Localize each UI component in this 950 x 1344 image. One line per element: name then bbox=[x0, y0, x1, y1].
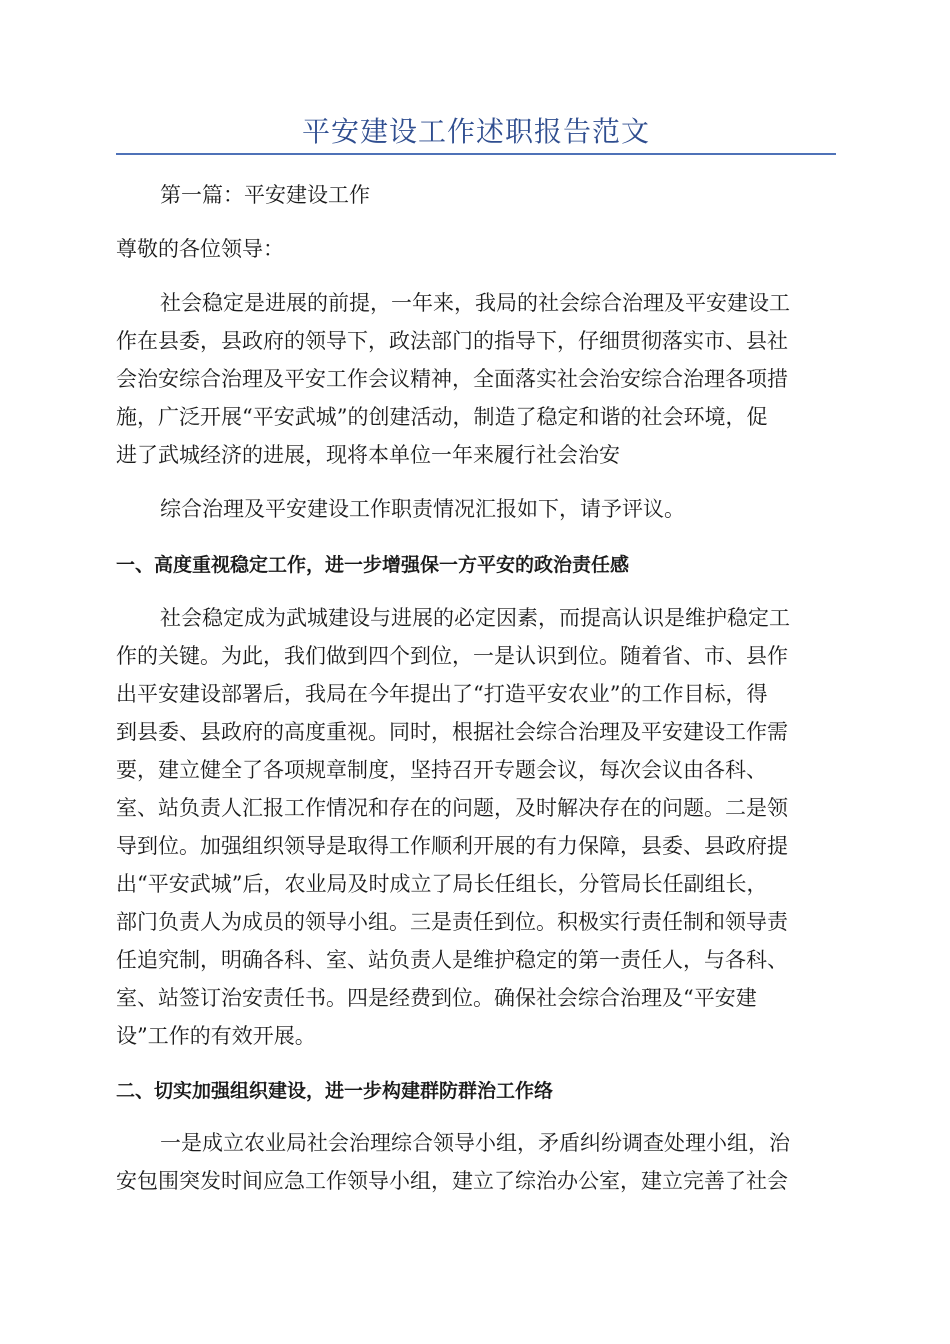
section-heading-1: 一、高度重视稳定工作，进一步增强保一方平安的政治责任感 bbox=[116, 554, 630, 576]
paragraph-line: 设”工作的有效开展。 bbox=[116, 1024, 316, 1048]
paragraph-line: 出平安建设部署后，我局在今年提出了“打造平安农业”的工作目标，得 bbox=[116, 682, 768, 706]
paragraph-line: 出“平安武城”后，农业局及时成立了局长任组长，分管局长任副组长， bbox=[116, 872, 768, 896]
paragraph-line: 进了武城经济的进展，现将本单位一年来履行社会治安 bbox=[116, 443, 620, 467]
paragraph-line: 要，建立健全了各项规章制度，坚持召开专题会议，每次会议由各科、 bbox=[116, 758, 767, 782]
paragraph-line: 作在县委，县政府的领导下，政法部门的指导下，仔细贯彻落实市、县社 bbox=[116, 329, 788, 353]
paragraph-line: 室、站负责人汇报工作情况和存在的问题，及时解决存在的问题。二是领 bbox=[116, 796, 788, 820]
paragraph-line: 任追究制，明确各科、室、站负责人是维护稳定的第一责任人，与各科、 bbox=[116, 948, 788, 972]
paragraph-line: 导到位。加强组织领导是取得工作顺利开展的有力保障，县委、县政府提 bbox=[116, 834, 788, 858]
section-heading-2: 二、切实加强组织建设，进一步构建群防群治工作络 bbox=[116, 1080, 554, 1102]
section-subtitle: 第一篇：平安建设工作 bbox=[160, 183, 370, 207]
paragraph-line: 室、站签订治安责任书。四是经费到位。确保社会综合治理及“平安建 bbox=[116, 986, 757, 1010]
paragraph-line: 社会稳定是进展的前提，一年来，我局的社会综合治理及平安建设工 bbox=[160, 291, 790, 315]
paragraph-line: 会治安综合治理及平安工作会议精神，全面落实社会治安综合治理各项措 bbox=[116, 367, 788, 391]
paragraph-line: 作的关键。为此，我们做到四个到位，一是认识到位。随着省、市、县作 bbox=[116, 644, 788, 668]
paragraph-4 bbox=[116, 1124, 836, 1200]
title-underline bbox=[116, 153, 836, 155]
paragraph-2: 综合治理及平安建设工作职责情况汇报如下，请予评议。 bbox=[160, 497, 685, 521]
paragraph-3 bbox=[116, 599, 836, 1055]
paragraph-line: 一是成立农业局社会治理综合领导小组，矛盾纠纷调查处理小组，治 bbox=[160, 1131, 790, 1155]
document-title: 平安建设工作述职报告范文 bbox=[301, 115, 650, 148]
paragraph-line: 部门负责人为成员的领导小组。三是责任到位。积极实行责任制和领导责 bbox=[116, 910, 788, 934]
paragraph-line: 到县委、县政府的高度重视。同时，根据社会综合治理及平安建设工作需 bbox=[116, 720, 788, 744]
paragraph-line: 安包围突发时间应急工作领导小组，建立了综治办公室，建立完善了社会 bbox=[116, 1169, 788, 1193]
paragraph-1 bbox=[116, 284, 836, 474]
salutation: 尊敬的各位领导： bbox=[116, 237, 284, 261]
paragraph-line: 社会稳定成为武城建设与进展的必定因素，而提高认识是维护稳定工 bbox=[160, 606, 790, 630]
paragraph-line: 施，广泛开展“平安武城”的创建活动，制造了稳定和谐的社会环境，促 bbox=[116, 405, 768, 429]
